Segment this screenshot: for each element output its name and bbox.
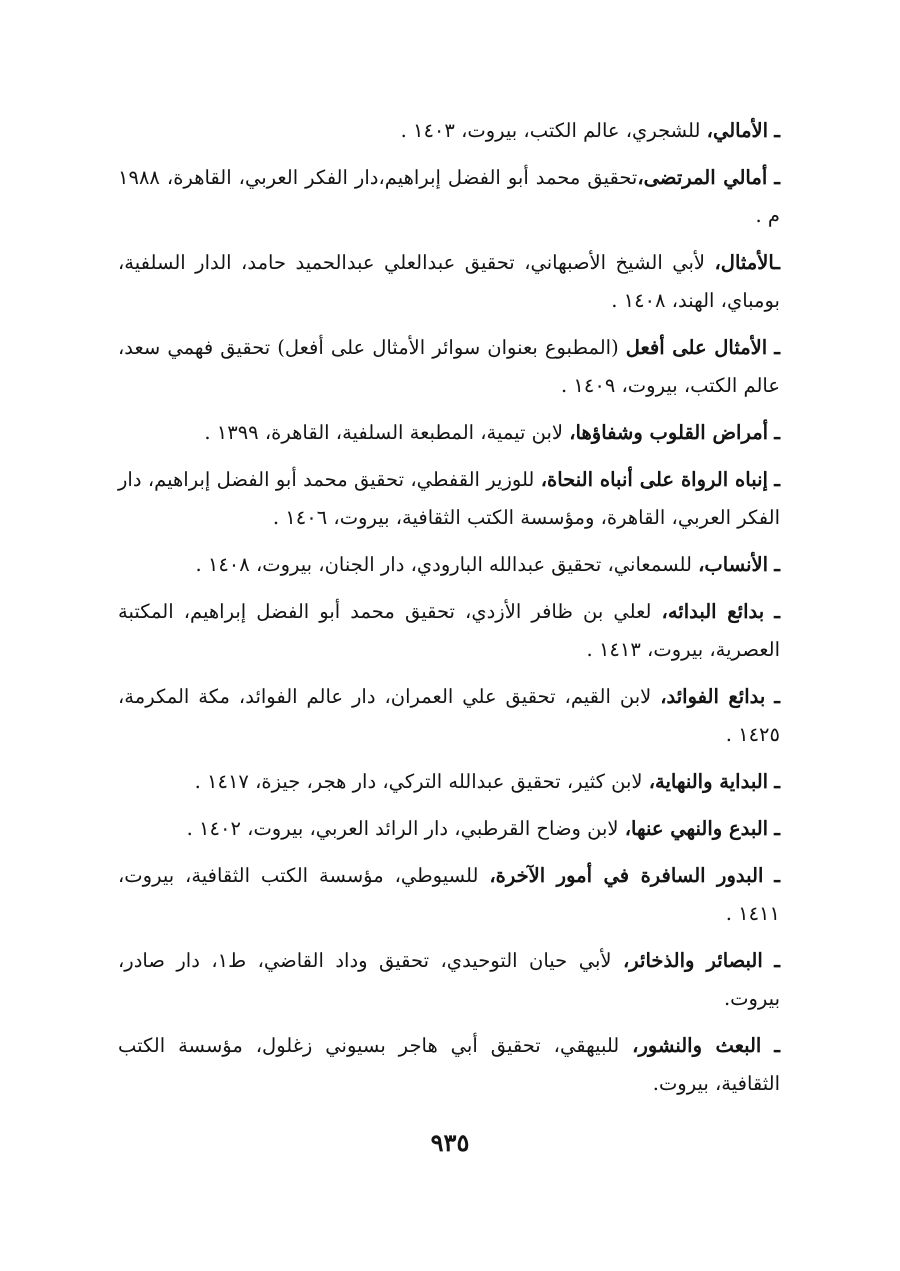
entry-title: الأمالي،: [706, 119, 769, 142]
bibliography-entry: [118, 112, 780, 150]
entry-title: إنباه الرواة على أنباه النحاة،: [540, 468, 768, 491]
bibliography-entry: [118, 414, 780, 452]
bibliography-entry: [118, 329, 780, 405]
entry-details: لابن تيمية، المطبعة السلفية، القاهرة، ١٣٩٩ .: [204, 421, 570, 444]
entry-dash: ـ: [774, 864, 780, 887]
entry-dash: ـ: [774, 119, 780, 142]
bibliography-entry: [118, 763, 780, 801]
entry-details: للبيهقي، تحقيق أبي هاجر بسيوني زغلول، مؤسسة الكتب الثقافية، بيروت.: [118, 1034, 780, 1095]
bibliography-entry: [118, 159, 780, 235]
bibliography-entry: [118, 593, 780, 669]
entry-title: الأنساب،: [698, 553, 769, 576]
entry-details: لابن القيم، تحقيق علي العمران، دار عالم الفوائد، مكة المكرمة، ١٤٢٥ .: [118, 685, 780, 746]
entry-title: بدائع البدائه،: [661, 600, 765, 623]
entry-details: (المطبوع بعنوان سوائر الأمثال على أفعل) تحقيق فهمي سعد، عالم الكتب، بيروت، ١٤٠٩ .: [118, 336, 780, 397]
entry-details: لعلي بن ظافر الأزدي، تحقيق محمد أبو الفضل إبراهيم، المكتبة العصرية، بيروت، ١٤١٣ .: [118, 600, 780, 661]
bibliography-entry: [118, 942, 780, 1018]
entry-dash: ـ: [774, 251, 780, 274]
entry-details: تحقيق محمد أبو الفضل إبراهيم،دار الفكر العربي، القاهرة، ١٩٨٨ م .: [118, 166, 780, 227]
bibliography-list: [118, 112, 780, 1112]
entry-details: للسمعاني، تحقيق عبدالله البارودي، دار الجنان، بيروت، ١٤٠٨ .: [195, 553, 699, 576]
entry-dash: ـ: [774, 770, 780, 793]
entry-dash: ـ: [774, 553, 780, 576]
bibliography-entry: [118, 857, 780, 933]
entry-dash: ـ: [774, 685, 780, 708]
entry-dash: ـ: [774, 1034, 781, 1057]
entry-title: البدور السافرة في أمور الآخرة،: [489, 864, 764, 887]
entry-title: البصائر والذخائر،: [622, 949, 763, 972]
entry-title: البعث والنشور،: [632, 1034, 762, 1057]
entry-details: للشجري، عالم الكتب، بيروت، ١٤٠٣ .: [400, 119, 707, 142]
entry-details: للوزير القفطي، تحقيق محمد أبو الفضل إبراهيم، دار الفكر العربي، القاهرة، ومؤسسة الكتب الثقافية، بيروت، ١٤٠٦ .: [118, 468, 780, 529]
bibliography-entry: [118, 810, 780, 848]
entry-dash: ـ: [774, 468, 780, 491]
entry-details: لابن وضاح القرطبي، دار الرائد العربي، بيروت، ١٤٠٢ .: [186, 817, 625, 840]
entry-title: البدع والنهي عنها،: [624, 817, 769, 840]
bibliography-entry: [118, 244, 780, 320]
entry-dash: ـ: [774, 600, 781, 623]
entry-title: أمالي المرتضى،: [637, 166, 768, 189]
entry-dash: ـ: [774, 166, 780, 189]
entry-dash: ـ: [774, 817, 780, 840]
entry-details: لأبي حيان التوحيدي، تحقيق وداد القاضي، ط١، دار صادر، بيروت.: [118, 949, 780, 1010]
bibliography-entry: [118, 461, 780, 537]
entry-dash: ـ: [774, 421, 780, 444]
entry-title: أمراض القلوب وشفاؤها،: [569, 421, 769, 444]
bibliography-entry: [118, 1027, 780, 1103]
entry-title: بدائع الفوائد،: [660, 685, 766, 708]
entry-dash: ـ: [774, 949, 780, 972]
entry-details: لابن كثير، تحقيق عبدالله التركي، دار هجر، جيزة، ١٤١٧ .: [194, 770, 649, 793]
entry-title: البداية والنهاية،: [648, 770, 769, 793]
entry-details: لأبي الشيخ الأصبهاني، تحقيق عبدالعلي عبدالحميد حامد، الدار السلفية، بومباي، الهند، ١٤٠٨ .: [118, 251, 780, 312]
page-number: ٩٣٥: [430, 1128, 470, 1157]
entry-details: للسيوطي، مؤسسة الكتب الثقافية، بيروت، ١٤١١ .: [118, 864, 780, 925]
bibliography-entry: [118, 546, 780, 584]
entry-dash: ـ: [774, 336, 780, 359]
entry-title: الأمثال،: [714, 251, 775, 274]
entry-title: الأمثال على أفعل: [625, 336, 768, 359]
bibliography-entry: [118, 678, 780, 754]
